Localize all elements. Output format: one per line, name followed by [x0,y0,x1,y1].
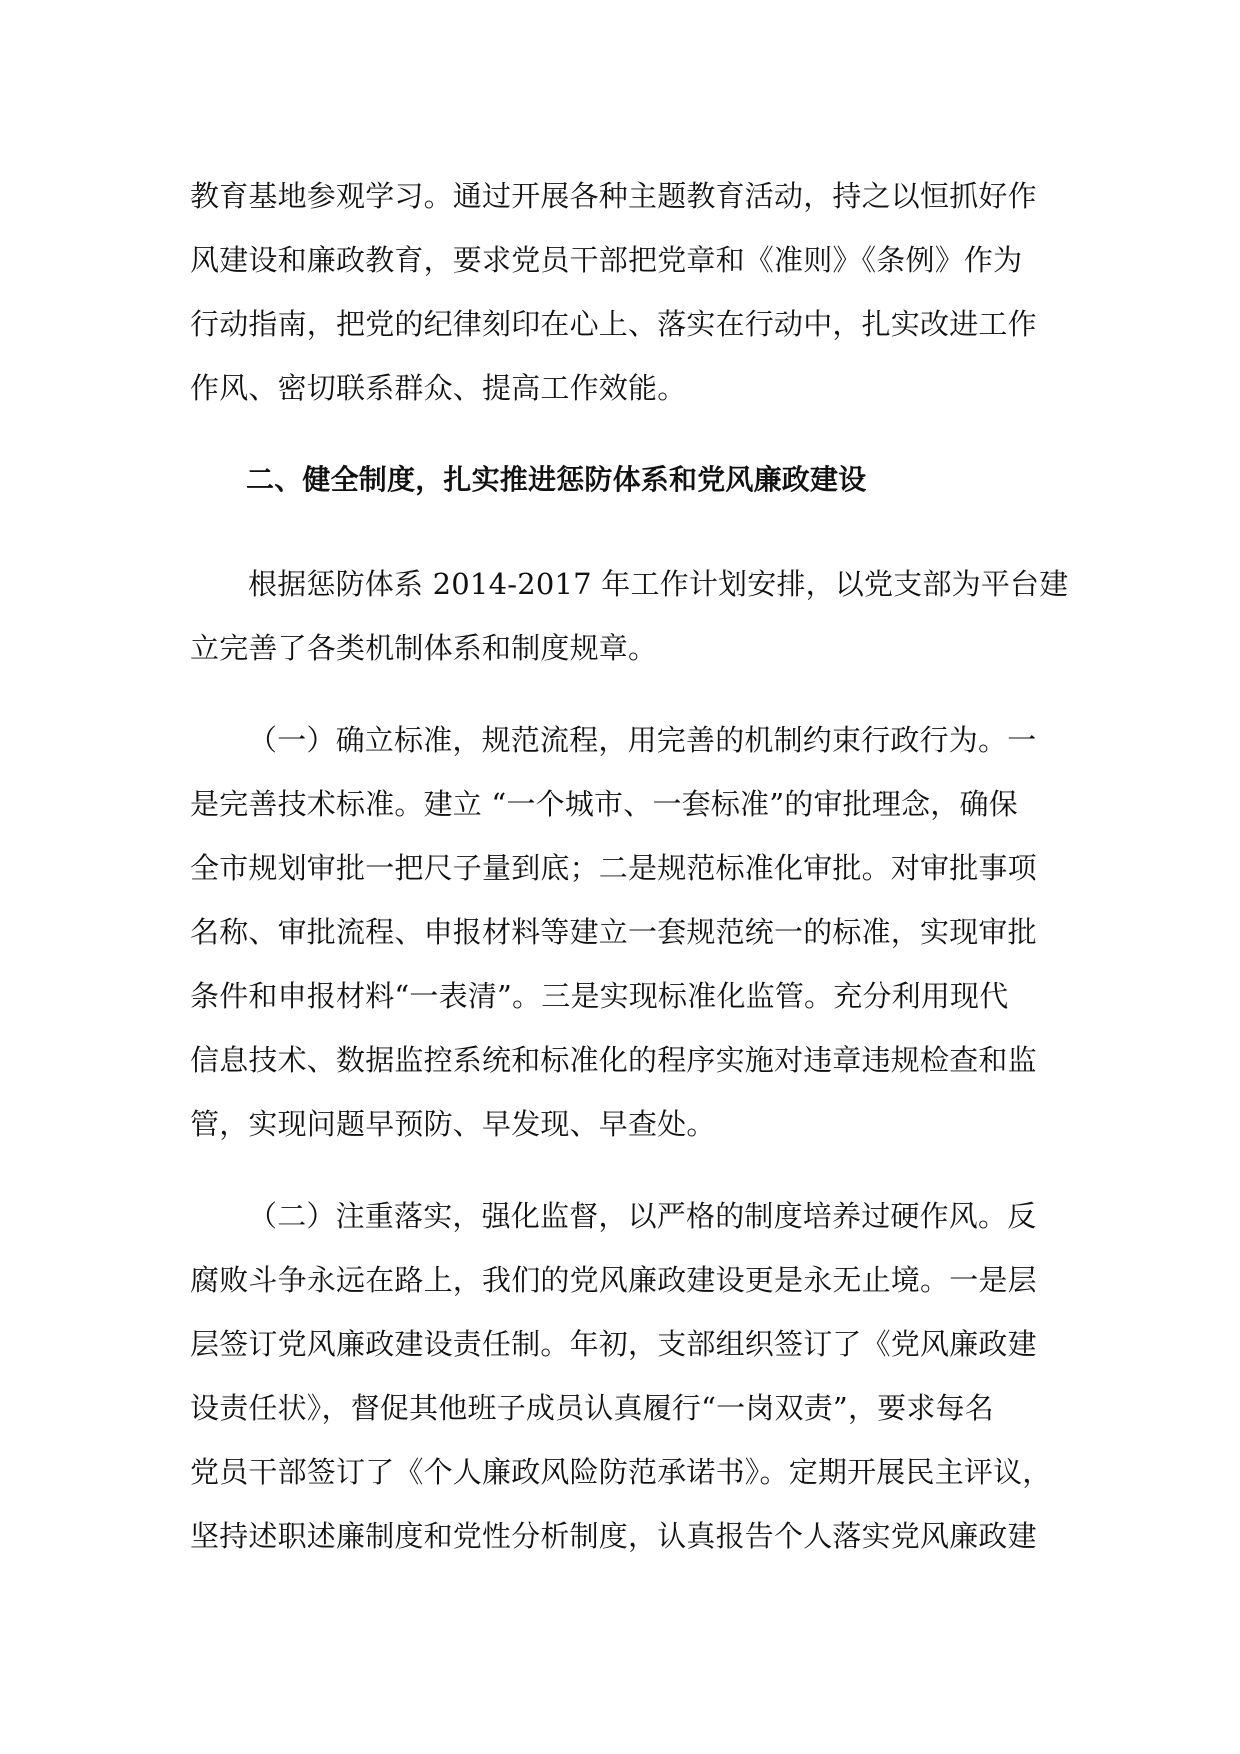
text-line: 层签订党风廉政建设责任制。年初，支部组织签订了《党风廉政建 [190,1327,1037,1361]
text-line: 教育基地参观学习。通过开展各种主题教育活动，持之以恒抓好作 [190,179,1037,213]
text-line: 作风、密切联系群众、提高工作效能。 [190,371,687,405]
text-line: 全市规划审批一把尺子量到底；二是规范标准化审批。对审批事项 [190,851,1037,885]
text-line: 立完善了各类机制体系和制度规章。 [190,631,658,665]
text-line: （二）注重落实，强化监督，以严格的制度培养过硬作风。反 [248,1199,1037,1233]
text-line: 条件和申报材料“一表清”。三是实现标准化监管。充分利用现代 [190,979,1009,1013]
text-line: 腐败斗争永远在路上，我们的党风廉政建设更是永无止境。一是层 [190,1263,1037,1297]
text-line: 党员干部签订了《个人廉政风险防范承诺书》。定期开展民主评议， [190,1455,1052,1489]
text-line: 管，实现问题早预防、早发现、早查处。 [190,1107,716,1141]
text-line: 名称、审批流程、申报材料等建立一套规范统一的标准，实现审批 [190,915,1037,949]
text-line: 坚持述职述廉制度和党性分析制度，认真报告个人落实党风廉政建 [190,1519,1037,1553]
text-line: 是完善技术标准。建立 “一个城市、一套标准”的审批理念，确保 [190,787,1018,821]
text-line: 设责任状》，督促其他班子成员认真履行“一岗双责”，要求每名 [190,1391,994,1425]
text-line: （一）确立标准，规范流程，用完善的机制约束行政行为。一 [248,723,1037,757]
text-line: 风建设和廉政教育，要求党员干部把党章和《准则》《条例》作为 [190,243,1023,277]
text-line: 信息技术、数据监控系统和标准化的程序实施对违章违规检查和监 [190,1043,1037,1077]
heading-line: 二、健全制度，扎实推进惩防体系和党风廉政建设 [246,463,867,496]
text-line: 行动指南，把党的纪律刻印在心上、落实在行动中，扎实改进工作 [190,307,1037,341]
text-line: 根据惩防体系 2014-2017 年工作计划安排，以党支部为平台建 [248,567,1069,601]
